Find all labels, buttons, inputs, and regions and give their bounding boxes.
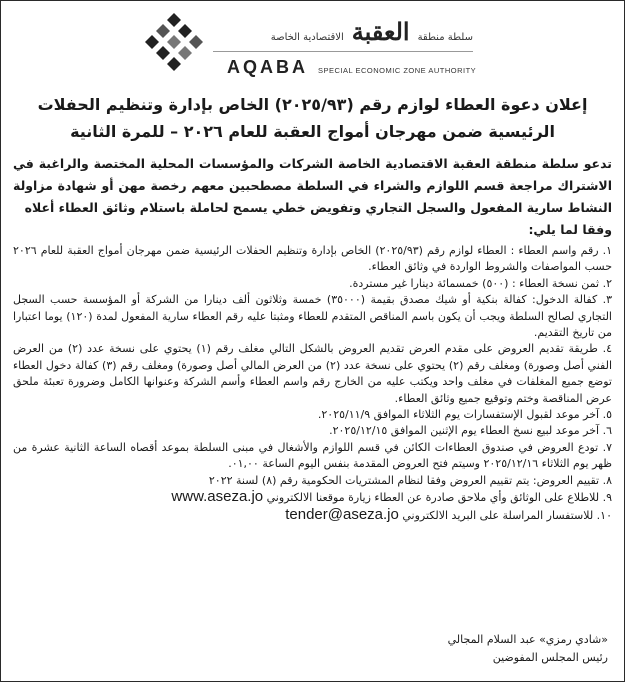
list-item: ٧. تودع العروض في صندوق العطاءات الكائن في قسم اللوازم والأشغال في مبنى السلطة بموعد أقصاه الساعة الثانية عشرة من ظهر يوم الثلاثاء ٢٠٢٥/١٢/١٦ وسيتم فتح العروض المقدمة بنفس اليوم الساعة ٠١,٠٠.: [13, 440, 612, 471]
logo-english-name: AQABA: [227, 57, 308, 77]
list-item: ٥. آخر موعد لقبول الإستفسارات يوم الثلاثاء الموافق ٢٠٢٥/١١/٩.: [317, 408, 612, 422]
list-item: ١. رقم واسم العطاء : العطاء لوازم رقم (٢٠٢٥/٩٣) الخاص بإدارة وتنظيم الحفلات الرئيسية ضمن مهرجان أمواج العقبة للعام ٢٠٢٦ حسب المواصفات والشروط الواردة في وثائق العطاء.: [13, 244, 612, 274]
title-line-2: الرئيسية ضمن مهرجان أمواج العقبة للعام ٢٠٢٦ – للمرة الثانية: [70, 122, 555, 141]
list-item-website: [13, 489, 612, 506]
website-link[interactable]: www.aseza.jo: [171, 488, 264, 506]
logo-english: [227, 57, 476, 78]
email-link[interactable]: tender@aseza.jo: [285, 505, 399, 523]
list-item: ٨. تقييم العروض: يتم تقييم العروض وفقا لنظام المشتريات الحكومية رقم (٨) لسنة ٢٠٢٢: [208, 473, 612, 487]
website-text: ٩. للاطلاع على الوثائق وأي ملاحق صادرة عن العطاء زيارة موقعنا الالكتروني: [266, 491, 612, 505]
list-item: ٣. كفالة الدخول: كفالة بنكية أو شيك مصدق بقيمة (٣٥٠٠٠) خمسة وثلاثون ألف دينارا من الشركة أو المؤسسة حسب السجل التجاري لصالح السلطة ويجب أن يكون باسم المناقص المتقدم للعطاء ومثبتا عليه رقم العطاء سارية المفعول لمدة (١٢٠) يوما اعتبارا من تاريخ التقديم.: [13, 293, 612, 340]
signatory-name: «شادي رمزي» عبد السلام المجالي: [447, 633, 608, 646]
logo-arabic-suffix: الاقتصادية الخاصة: [270, 32, 344, 43]
logo-divider: [213, 51, 473, 52]
announcement-title: [13, 91, 612, 145]
signature-block: [448, 631, 608, 667]
intro-tail: وفقا لما يلي:: [528, 222, 612, 237]
logo-arabic-name: العقبة: [351, 17, 410, 46]
list-item: ٢. ثمن نسخة العطاء : (٥٠٠) خمسمائة دينارا غير مستردة.: [349, 276, 612, 290]
list-item-email: [13, 507, 612, 524]
tender-conditions-list: [13, 243, 612, 524]
logo-arabic-prefix: سلطة منطقة: [417, 32, 473, 43]
intro-paragraph: [13, 153, 612, 241]
intro-text: تدعو سلطة منطقة العقبة الاقتصادية الخاصة الشركات والمؤسسات المحلية المختصة والراغبة في الاشتراك مراجعة قسم اللوازم والشراء في السلطة مصطحبين معهم رخصة مهن أو شهادة مزاولة النشاط سارية المفعول والسجل التجاري وتفويض خطي يسمح لحاملة باستلام وثائق العطاء أعلاه: [13, 156, 612, 215]
email-text: ١٠. للاستفسار المراسلة على البريد الالكتروني: [402, 508, 612, 522]
list-item: ٤. طريقة تقديم العروض على مقدم العرض تقديم العروض بالشكل التالي مغلف رقم (١) يحتوي على نسخة عدد (٢) من العرض الفني أصل وصورة) ومغلف رقم (٢) يحتوي على نسخة عدد (٢) من العرض المالي أصل وصورة) ومغلف رقم (٣) كفالة دخول العطاء توضع جميع المغلفات في مغلف واحد ويكتب عليه من الخارج رقم واسم العطاء وأسم الشركة وعنوانها الكامل وضرورة تعبئة ملحق عرض المناقصة وختم وتوقيع جميع وثائق العطاء.: [13, 342, 613, 405]
title-line-1: إعلان دعوة العطاء لوازم رقم (٢٠٢٥/٩٣) الخاص بإدارة وتنظيم الحفلات: [37, 95, 588, 114]
authority-logo: [141, 11, 481, 81]
announcement-body: [13, 91, 612, 524]
signatory-title: رئيس المجلس المفوضين: [492, 651, 608, 664]
logo-english-sub: SPECIAL ECONOMIC ZONE AUTHORITY: [318, 66, 477, 75]
list-item: ٦. آخر موعد لبيع نسخ العطاء يوم الإثنين الموافق ٢٠٢٥/١٢/١٥.: [329, 424, 612, 438]
logo-arabic: [271, 17, 473, 46]
aqaba-emblem-icon: [141, 11, 207, 77]
